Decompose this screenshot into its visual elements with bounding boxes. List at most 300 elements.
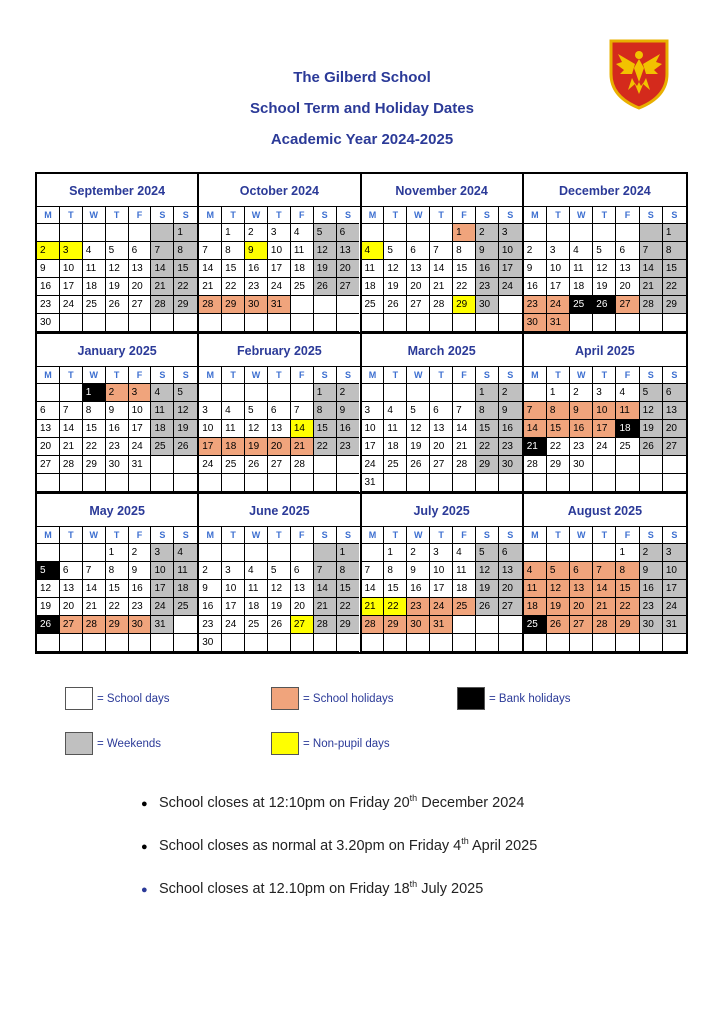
day-cell: 3 bbox=[199, 402, 222, 420]
day-cell: 8 bbox=[616, 562, 639, 580]
day-cell: 14 bbox=[291, 420, 314, 438]
empty-cell bbox=[174, 474, 197, 492]
day-cell: 6 bbox=[129, 242, 152, 260]
day-cell: 12 bbox=[593, 260, 616, 278]
note-item: ● School closes at 12.10pm on Friday 18th July 2025 bbox=[141, 879, 484, 897]
day-cell: 25 bbox=[291, 278, 314, 296]
empty-cell bbox=[60, 634, 83, 652]
day-cell: 10 bbox=[430, 562, 453, 580]
weekday-header: S bbox=[337, 527, 360, 544]
day-cell: 23 bbox=[199, 616, 222, 634]
empty-cell bbox=[291, 314, 314, 332]
day-cell: 15 bbox=[314, 420, 337, 438]
day-cell: 17 bbox=[222, 598, 245, 616]
weekday-header: M bbox=[37, 527, 60, 544]
day-cell: 22 bbox=[337, 598, 360, 616]
day-cell: 3 bbox=[663, 544, 686, 562]
weekday-header: W bbox=[83, 207, 106, 224]
day-cell: 26 bbox=[547, 616, 570, 634]
day-cell: 30 bbox=[129, 616, 152, 634]
empty-cell bbox=[499, 634, 522, 652]
empty-cell bbox=[476, 634, 499, 652]
month-days-grid bbox=[199, 206, 359, 332]
empty-cell bbox=[616, 224, 639, 242]
day-cell: 7 bbox=[430, 242, 453, 260]
day-cell: 23 bbox=[407, 598, 430, 616]
day-cell: 23 bbox=[337, 438, 360, 456]
day-cell: 13 bbox=[430, 420, 453, 438]
empty-cell bbox=[83, 544, 106, 562]
day-cell: 15 bbox=[106, 580, 129, 598]
day-cell: 27 bbox=[616, 296, 639, 314]
empty-cell bbox=[199, 314, 222, 332]
day-cell: 19 bbox=[106, 278, 129, 296]
empty-cell bbox=[547, 474, 570, 492]
empty-cell bbox=[453, 634, 476, 652]
empty-cell bbox=[245, 314, 268, 332]
day-cell: 19 bbox=[640, 420, 663, 438]
weekday-header: M bbox=[199, 367, 222, 384]
day-cell: 23 bbox=[524, 296, 547, 314]
month-days-grid bbox=[37, 526, 197, 652]
academic-year: Academic Year 2024-2025 bbox=[270, 131, 454, 148]
day-cell: 6 bbox=[60, 562, 83, 580]
day-cell: 3 bbox=[430, 544, 453, 562]
day-cell: 17 bbox=[547, 278, 570, 296]
weekday-header: S bbox=[151, 527, 174, 544]
weekday-header: T bbox=[222, 367, 245, 384]
day-cell: 29 bbox=[337, 616, 360, 634]
day-cell: 22 bbox=[83, 438, 106, 456]
legend-label: = School holidays bbox=[303, 692, 394, 705]
day-cell: 24 bbox=[60, 296, 83, 314]
month-title: June 2025 bbox=[249, 504, 310, 518]
legend-label: = Bank holidays bbox=[489, 692, 571, 705]
day-cell: 27 bbox=[129, 296, 152, 314]
month-block bbox=[524, 494, 686, 652]
day-cell: 30 bbox=[37, 314, 60, 332]
day-cell: 25 bbox=[384, 456, 407, 474]
day-cell: 20 bbox=[291, 598, 314, 616]
empty-cell bbox=[60, 474, 83, 492]
day-cell: 6 bbox=[37, 402, 60, 420]
weekday-header: F bbox=[129, 527, 152, 544]
day-cell: 22 bbox=[547, 438, 570, 456]
day-cell: 7 bbox=[362, 562, 385, 580]
day-cell: 26 bbox=[245, 456, 268, 474]
day-cell: 3 bbox=[499, 224, 522, 242]
empty-cell bbox=[384, 634, 407, 652]
weekday-header: M bbox=[362, 367, 385, 384]
weekday-header: F bbox=[616, 367, 639, 384]
day-cell: 27 bbox=[60, 616, 83, 634]
day-cell: 31 bbox=[362, 474, 385, 492]
day-cell: 12 bbox=[174, 402, 197, 420]
day-cell: 26 bbox=[174, 438, 197, 456]
empty-cell bbox=[174, 314, 197, 332]
day-cell: 4 bbox=[616, 384, 639, 402]
month-block bbox=[199, 174, 361, 334]
weekday-header: F bbox=[453, 207, 476, 224]
day-cell: 16 bbox=[129, 580, 152, 598]
empty-cell bbox=[384, 224, 407, 242]
day-cell: 14 bbox=[83, 580, 106, 598]
empty-cell bbox=[222, 544, 245, 562]
day-cell: 11 bbox=[570, 260, 593, 278]
day-cell: 25 bbox=[570, 296, 593, 314]
day-cell: 13 bbox=[291, 580, 314, 598]
day-cell: 5 bbox=[106, 242, 129, 260]
legend-bank-holidays bbox=[457, 687, 571, 710]
day-cell: 16 bbox=[524, 278, 547, 296]
day-cell: 16 bbox=[407, 580, 430, 598]
day-cell: 14 bbox=[524, 420, 547, 438]
empty-cell bbox=[663, 634, 686, 652]
empty-cell bbox=[174, 456, 197, 474]
day-cell: 9 bbox=[337, 402, 360, 420]
day-cell: 20 bbox=[129, 278, 152, 296]
day-cell: 11 bbox=[245, 580, 268, 598]
day-cell: 30 bbox=[570, 456, 593, 474]
weekday-header: W bbox=[83, 367, 106, 384]
day-cell: 19 bbox=[37, 598, 60, 616]
month-block bbox=[37, 174, 199, 334]
day-cell: 15 bbox=[384, 580, 407, 598]
weekday-header: T bbox=[222, 207, 245, 224]
weekday-header: T bbox=[106, 367, 129, 384]
weekday-header: S bbox=[499, 527, 522, 544]
day-cell: 28 bbox=[83, 616, 106, 634]
day-cell: 18 bbox=[453, 580, 476, 598]
day-cell: 5 bbox=[476, 544, 499, 562]
day-cell: 8 bbox=[83, 402, 106, 420]
day-cell: 22 bbox=[384, 598, 407, 616]
empty-cell bbox=[291, 474, 314, 492]
day-cell: 16 bbox=[499, 420, 522, 438]
day-cell: 1 bbox=[83, 384, 106, 402]
day-cell: 18 bbox=[362, 278, 385, 296]
empty-cell bbox=[60, 314, 83, 332]
legend-label: = Non-pupil days bbox=[303, 737, 390, 750]
empty-cell bbox=[663, 314, 686, 332]
empty-cell bbox=[640, 474, 663, 492]
day-cell: 15 bbox=[476, 420, 499, 438]
weekday-header: S bbox=[174, 207, 197, 224]
month-title: September 2024 bbox=[69, 184, 166, 198]
month-block bbox=[37, 334, 199, 494]
day-cell: 26 bbox=[407, 456, 430, 474]
day-cell: 25 bbox=[453, 598, 476, 616]
day-cell: 21 bbox=[640, 278, 663, 296]
empty-cell bbox=[174, 616, 197, 634]
day-cell: 8 bbox=[222, 242, 245, 260]
empty-cell bbox=[174, 634, 197, 652]
empty-cell bbox=[640, 456, 663, 474]
empty-cell bbox=[268, 634, 291, 652]
legend-label: = School days bbox=[97, 692, 170, 705]
day-cell: 29 bbox=[222, 296, 245, 314]
weekday-header: W bbox=[245, 527, 268, 544]
empty-cell bbox=[524, 384, 547, 402]
day-cell: 23 bbox=[245, 278, 268, 296]
day-cell: 25 bbox=[222, 456, 245, 474]
day-cell: 10 bbox=[547, 260, 570, 278]
empty-cell bbox=[593, 634, 616, 652]
legend-label: = Weekends bbox=[97, 737, 162, 750]
day-cell: 17 bbox=[362, 438, 385, 456]
day-cell: 28 bbox=[453, 456, 476, 474]
day-cell: 7 bbox=[640, 242, 663, 260]
day-cell: 28 bbox=[524, 456, 547, 474]
day-cell: 10 bbox=[151, 562, 174, 580]
day-cell: 7 bbox=[291, 402, 314, 420]
day-cell: 10 bbox=[663, 562, 686, 580]
day-cell: 4 bbox=[245, 562, 268, 580]
day-cell: 1 bbox=[547, 384, 570, 402]
day-cell: 1 bbox=[174, 224, 197, 242]
day-cell: 30 bbox=[476, 296, 499, 314]
day-cell: 27 bbox=[570, 616, 593, 634]
month-days-grid bbox=[362, 366, 522, 492]
day-cell: 27 bbox=[499, 598, 522, 616]
empty-cell bbox=[314, 474, 337, 492]
day-cell: 30 bbox=[407, 616, 430, 634]
day-cell: 7 bbox=[83, 562, 106, 580]
day-cell: 1 bbox=[222, 224, 245, 242]
school-days-swatch bbox=[65, 687, 93, 710]
month-block bbox=[199, 334, 361, 494]
empty-cell bbox=[499, 296, 522, 314]
day-cell: 8 bbox=[174, 242, 197, 260]
day-cell: 24 bbox=[362, 456, 385, 474]
day-cell: 28 bbox=[430, 296, 453, 314]
weekday-header: M bbox=[199, 207, 222, 224]
day-cell: 5 bbox=[384, 242, 407, 260]
day-cell: 17 bbox=[199, 438, 222, 456]
day-cell: 5 bbox=[268, 562, 291, 580]
month-days-grid bbox=[524, 206, 686, 332]
empty-cell bbox=[151, 634, 174, 652]
day-cell: 2 bbox=[640, 544, 663, 562]
day-cell: 8 bbox=[453, 242, 476, 260]
day-cell: 31 bbox=[430, 616, 453, 634]
day-cell: 7 bbox=[314, 562, 337, 580]
day-cell: 11 bbox=[524, 580, 547, 598]
weekday-header: F bbox=[291, 527, 314, 544]
day-cell: 8 bbox=[106, 562, 129, 580]
month-days-grid bbox=[362, 206, 522, 332]
day-cell: 2 bbox=[106, 384, 129, 402]
day-cell: 25 bbox=[362, 296, 385, 314]
empty-cell bbox=[524, 474, 547, 492]
day-cell: 11 bbox=[222, 420, 245, 438]
empty-cell bbox=[570, 474, 593, 492]
day-cell: 8 bbox=[314, 402, 337, 420]
day-cell: 21 bbox=[291, 438, 314, 456]
day-cell: 11 bbox=[362, 260, 385, 278]
legend-weekends bbox=[65, 732, 161, 755]
day-cell: 4 bbox=[83, 242, 106, 260]
weekday-header: S bbox=[476, 207, 499, 224]
day-cell: 8 bbox=[476, 402, 499, 420]
empty-cell bbox=[245, 474, 268, 492]
day-cell: 2 bbox=[570, 384, 593, 402]
empty-cell bbox=[362, 634, 385, 652]
month-block bbox=[362, 494, 524, 652]
day-cell: 22 bbox=[222, 278, 245, 296]
weekday-header: S bbox=[314, 367, 337, 384]
day-cell: 26 bbox=[640, 438, 663, 456]
empty-cell bbox=[384, 384, 407, 402]
day-cell: 19 bbox=[547, 598, 570, 616]
weekday-header: F bbox=[453, 367, 476, 384]
empty-cell bbox=[640, 634, 663, 652]
day-cell: 21 bbox=[430, 278, 453, 296]
empty-cell bbox=[524, 544, 547, 562]
weekday-header: T bbox=[60, 367, 83, 384]
day-cell: 19 bbox=[593, 278, 616, 296]
day-cell: 8 bbox=[547, 402, 570, 420]
weekday-header: F bbox=[616, 527, 639, 544]
day-cell: 25 bbox=[151, 438, 174, 456]
empty-cell bbox=[430, 384, 453, 402]
month-days-grid bbox=[37, 366, 197, 492]
weekday-header: T bbox=[384, 207, 407, 224]
weekday-header: M bbox=[362, 527, 385, 544]
day-cell: 25 bbox=[83, 296, 106, 314]
day-cell: 20 bbox=[430, 438, 453, 456]
legend-school-holidays bbox=[271, 687, 393, 710]
day-cell: 17 bbox=[151, 580, 174, 598]
weekday-header: F bbox=[129, 207, 152, 224]
day-cell: 20 bbox=[407, 278, 430, 296]
day-cell: 18 bbox=[151, 420, 174, 438]
day-cell: 1 bbox=[476, 384, 499, 402]
empty-cell bbox=[593, 456, 616, 474]
weekday-header: S bbox=[174, 527, 197, 544]
day-cell: 29 bbox=[384, 616, 407, 634]
day-cell: 22 bbox=[616, 598, 639, 616]
day-cell: 30 bbox=[245, 296, 268, 314]
day-cell: 18 bbox=[570, 278, 593, 296]
note-item: ● School closes as normal at 3.20pm on Friday 4th April 2025 bbox=[141, 836, 538, 854]
day-cell: 13 bbox=[407, 260, 430, 278]
day-cell: 24 bbox=[593, 438, 616, 456]
day-cell: 3 bbox=[268, 224, 291, 242]
month-title: December 2024 bbox=[559, 184, 651, 198]
day-cell: 15 bbox=[222, 260, 245, 278]
day-cell: 20 bbox=[337, 260, 360, 278]
day-cell: 15 bbox=[174, 260, 197, 278]
day-cell: 9 bbox=[524, 260, 547, 278]
month-title: March 2025 bbox=[407, 344, 476, 358]
day-cell: 1 bbox=[384, 544, 407, 562]
day-cell: 6 bbox=[663, 384, 686, 402]
day-cell: 2 bbox=[337, 384, 360, 402]
weekday-header: W bbox=[570, 527, 593, 544]
day-cell: 16 bbox=[337, 420, 360, 438]
empty-cell bbox=[268, 474, 291, 492]
empty-cell bbox=[291, 634, 314, 652]
weekday-header: S bbox=[337, 207, 360, 224]
day-cell: 19 bbox=[476, 580, 499, 598]
day-cell: 8 bbox=[663, 242, 686, 260]
weekday-header: S bbox=[151, 207, 174, 224]
day-cell: 21 bbox=[453, 438, 476, 456]
day-cell: 22 bbox=[476, 438, 499, 456]
day-cell: 12 bbox=[268, 580, 291, 598]
weekday-header: T bbox=[547, 367, 570, 384]
day-cell: 10 bbox=[499, 242, 522, 260]
empty-cell bbox=[129, 474, 152, 492]
day-cell: 9 bbox=[570, 402, 593, 420]
day-cell: 5 bbox=[174, 384, 197, 402]
calendar-row bbox=[37, 334, 686, 494]
day-cell: 21 bbox=[593, 598, 616, 616]
weekday-header: T bbox=[60, 207, 83, 224]
legend-school-days bbox=[65, 687, 170, 710]
weekday-header: W bbox=[245, 207, 268, 224]
day-cell: 20 bbox=[663, 420, 686, 438]
month-block bbox=[362, 174, 524, 334]
weekday-header: S bbox=[476, 527, 499, 544]
weekday-header: S bbox=[640, 207, 663, 224]
empty-cell bbox=[106, 474, 129, 492]
school-name: The Gilberd School bbox=[293, 69, 431, 86]
day-cell: 18 bbox=[291, 260, 314, 278]
day-cell: 9 bbox=[37, 260, 60, 278]
day-cell: 17 bbox=[129, 420, 152, 438]
day-cell: 24 bbox=[663, 598, 686, 616]
day-cell: 27 bbox=[291, 616, 314, 634]
empty-cell bbox=[245, 634, 268, 652]
empty-cell bbox=[83, 474, 106, 492]
day-cell: 27 bbox=[663, 438, 686, 456]
day-cell: 30 bbox=[499, 456, 522, 474]
empty-cell bbox=[129, 314, 152, 332]
empty-cell bbox=[222, 474, 245, 492]
month-block bbox=[37, 494, 199, 652]
school-holidays-swatch bbox=[271, 687, 299, 710]
empty-cell bbox=[37, 384, 60, 402]
empty-cell bbox=[314, 544, 337, 562]
empty-cell bbox=[245, 544, 268, 562]
day-cell: 2 bbox=[245, 224, 268, 242]
day-cell: 11 bbox=[174, 562, 197, 580]
day-cell: 28 bbox=[291, 456, 314, 474]
day-cell: 2 bbox=[129, 544, 152, 562]
day-cell: 17 bbox=[60, 278, 83, 296]
weekday-header: M bbox=[524, 367, 547, 384]
day-cell: 26 bbox=[268, 616, 291, 634]
legend-non-pupil-days bbox=[271, 732, 390, 755]
month-days-grid bbox=[37, 206, 197, 332]
empty-cell bbox=[524, 634, 547, 652]
day-cell: 27 bbox=[337, 278, 360, 296]
day-cell: 23 bbox=[476, 278, 499, 296]
empty-cell bbox=[407, 634, 430, 652]
day-cell: 14 bbox=[640, 260, 663, 278]
day-cell: 29 bbox=[83, 456, 106, 474]
day-cell: 3 bbox=[151, 544, 174, 562]
month-title: February 2025 bbox=[236, 344, 322, 358]
day-cell: 12 bbox=[37, 580, 60, 598]
empty-cell bbox=[616, 634, 639, 652]
empty-cell bbox=[37, 224, 60, 242]
day-cell: 12 bbox=[407, 420, 430, 438]
day-cell: 3 bbox=[362, 402, 385, 420]
empty-cell bbox=[616, 314, 639, 332]
